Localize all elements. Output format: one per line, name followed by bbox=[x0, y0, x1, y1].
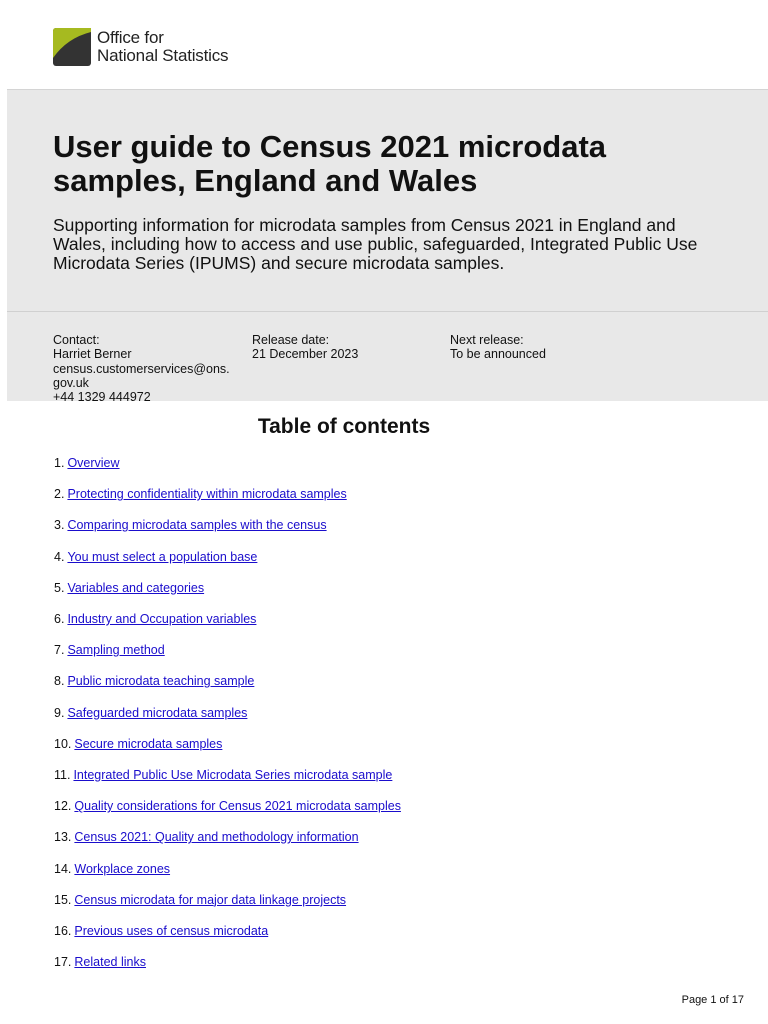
toc-link[interactable]: Variables and categories bbox=[67, 580, 205, 595]
toc-item bbox=[54, 954, 146, 970]
toc-link[interactable]: Comparing microdata samples with the census bbox=[67, 518, 327, 533]
toc-item-number: 4. bbox=[54, 549, 65, 564]
toc-item bbox=[54, 517, 327, 533]
toc-link[interactable]: Integrated Public Use Microdata Series microdata sample bbox=[73, 768, 393, 782]
page-number: Page 1 of 17 bbox=[681, 994, 744, 1006]
toc-item bbox=[54, 861, 170, 877]
contact-email[interactable] bbox=[53, 362, 243, 391]
toc-item-number: 12. bbox=[54, 799, 72, 814]
toc-item-number: 15. bbox=[54, 892, 72, 907]
toc-item bbox=[54, 673, 254, 689]
toc-link[interactable]: Industry and Occupation variables bbox=[67, 612, 257, 626]
toc-item-number: 17. bbox=[54, 955, 72, 970]
toc-item-number: 1. bbox=[54, 456, 65, 470]
toc-link[interactable]: Overview bbox=[67, 456, 120, 470]
logo-line-2: National Statistics bbox=[97, 46, 229, 65]
contact-label: Contact: bbox=[53, 333, 100, 347]
toc-item bbox=[54, 611, 256, 627]
contact-email-line-2[interactable]: gov.uk bbox=[53, 375, 89, 390]
toc-link[interactable]: Sampling method bbox=[67, 643, 165, 658]
toc-item-number: 9. bbox=[54, 705, 65, 720]
release-date-block bbox=[252, 333, 358, 362]
next-release-value: To be announced bbox=[450, 347, 546, 362]
contact-email-line-1[interactable]: census.customerservices@ons. bbox=[53, 361, 230, 376]
release-metadata bbox=[7, 311, 768, 405]
toc-item bbox=[54, 580, 204, 596]
toc-item bbox=[54, 486, 347, 502]
toc-link[interactable]: Census microdata for major data linkage projects bbox=[74, 892, 347, 907]
toc-link[interactable]: You must select a population base bbox=[67, 549, 258, 564]
toc-item bbox=[54, 767, 392, 783]
toc-item bbox=[54, 642, 165, 658]
page-title: User guide to Census 2021 microdata samples, England and Wales bbox=[53, 129, 607, 198]
toc-item bbox=[54, 736, 222, 752]
toc-link[interactable]: Quality considerations for Census 2021 microdata samples bbox=[74, 799, 401, 814]
toc-link[interactable]: Public microdata teaching sample bbox=[67, 674, 255, 689]
toc-title: Table of contents bbox=[257, 415, 431, 438]
ons-logo[interactable] bbox=[53, 28, 228, 66]
next-release-block bbox=[450, 333, 546, 362]
next-release-label: Next release: bbox=[450, 333, 524, 347]
toc-link[interactable]: Previous uses of census microdata bbox=[74, 924, 269, 938]
contact-phone: +44 1329 444972 bbox=[53, 390, 151, 405]
toc-link[interactable]: Protecting confidentiality within microdata samples bbox=[67, 487, 347, 502]
toc-item-number: 11. bbox=[54, 768, 71, 782]
toc-item-number: 16. bbox=[54, 924, 72, 938]
toc-item-number: 3. bbox=[54, 518, 65, 533]
release-date-label: Release date: bbox=[252, 333, 330, 347]
toc-item bbox=[54, 705, 247, 721]
logo-wordmark bbox=[97, 29, 228, 65]
toc-item-number: 14. bbox=[54, 861, 72, 876]
toc-link[interactable]: Census 2021: Quality and methodology information bbox=[74, 830, 359, 845]
contact-name: Harriet Berner bbox=[53, 347, 132, 362]
contact-block bbox=[53, 333, 243, 404]
toc-item bbox=[54, 829, 359, 845]
ons-logo-mark-icon bbox=[53, 28, 91, 66]
toc-item-number: 2. bbox=[54, 487, 65, 502]
page-summary: Supporting information for microdata samples from Census 2021 in England and Wales, including how to access and use public, safeguarded, Integrated Public Use Microdata Series (IPUMS) and secure microdata samples. bbox=[53, 215, 698, 273]
toc-link[interactable]: Workplace zones bbox=[74, 861, 171, 876]
toc-link[interactable]: Related links bbox=[74, 955, 146, 970]
release-date-value: 21 December 2023 bbox=[252, 347, 359, 362]
toc-item-number: 13. bbox=[54, 830, 72, 845]
toc-item bbox=[54, 455, 120, 471]
toc-item-number: 10. bbox=[54, 736, 72, 751]
toc-item bbox=[54, 923, 268, 939]
toc-item bbox=[54, 549, 257, 565]
toc-item-number: 5. bbox=[54, 580, 65, 595]
toc-item bbox=[54, 892, 346, 908]
hero-banner bbox=[7, 89, 768, 312]
toc-link[interactable]: Secure microdata samples bbox=[74, 736, 223, 751]
logo-line-1: Office for bbox=[97, 28, 164, 47]
toc-item-number: 8. bbox=[54, 674, 65, 689]
toc-item bbox=[54, 798, 401, 814]
toc-link[interactable]: Safeguarded microdata samples bbox=[67, 705, 248, 720]
toc-item-number: 7. bbox=[54, 643, 65, 658]
toc-item-number: 6. bbox=[54, 612, 65, 626]
